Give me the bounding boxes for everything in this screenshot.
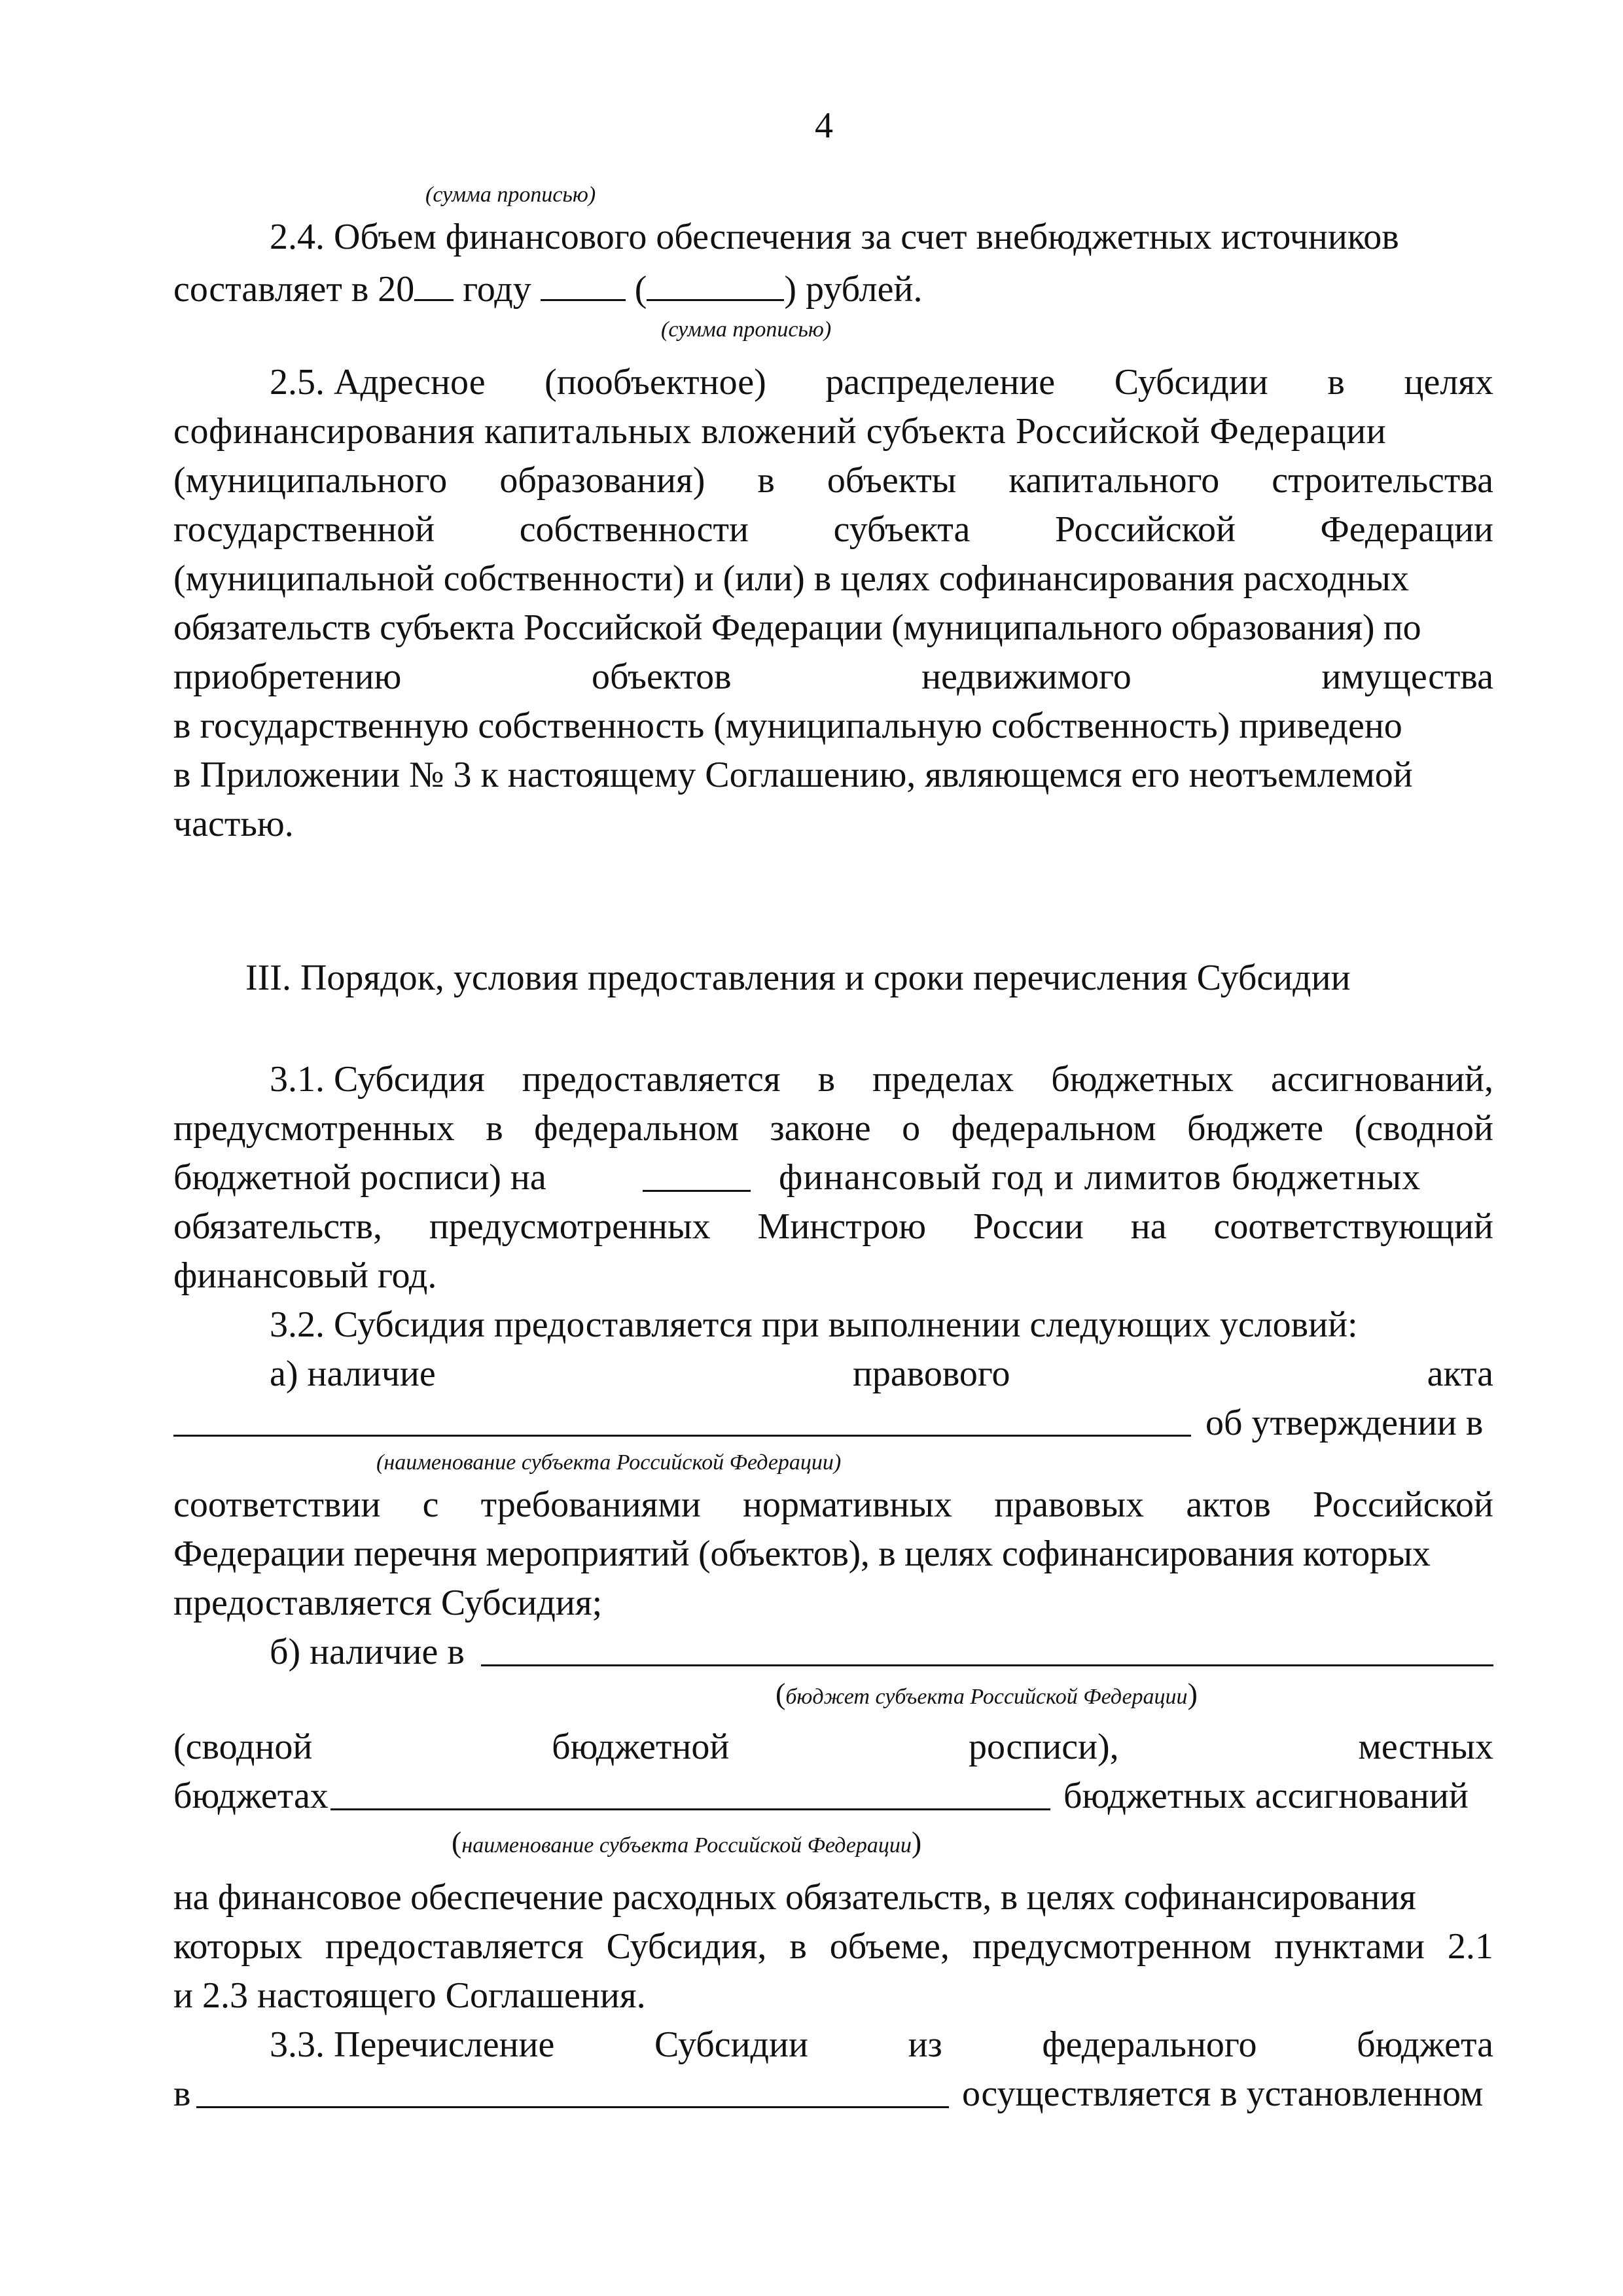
p2-5-line6: обязательств субъекта Российской Федерации (муниципального образования) по xyxy=(173,607,1421,648)
word: федеральном xyxy=(951,1108,1156,1149)
p3-2-b-line: б) наличие в xyxy=(270,1632,465,1672)
word: целях xyxy=(1404,362,1493,403)
word: федеральном xyxy=(534,1108,740,1149)
p3-2-line8-a: бюджетах xyxy=(173,1776,329,1816)
p2-5-line8: в государственную собственность (муниципальную собственность) приведено xyxy=(173,706,1402,746)
word: соответствии xyxy=(173,1484,381,1525)
p3-3-line1 xyxy=(270,2024,1493,2066)
p3-2-line3 xyxy=(173,1484,1493,1526)
word: ассигнований, xyxy=(1271,1059,1493,1100)
word: федерального xyxy=(1042,2024,1257,2065)
blank-fiscal-year xyxy=(643,1190,751,1192)
word: в xyxy=(789,1926,807,1967)
p3-2-line9: на финансовое обеспечение расходных обязательств, в целях софинансирования xyxy=(173,1877,1416,1918)
word: распределение xyxy=(825,362,1056,403)
p3-1-line2 xyxy=(173,1107,1493,1149)
word: законе xyxy=(770,1108,871,1149)
section-3-title: III. Порядок, условия предоставления и сроки перечисления Субсидии xyxy=(245,958,1351,998)
word: правовых xyxy=(994,1484,1145,1525)
word: предусмотренном xyxy=(972,1926,1252,1967)
word: правового xyxy=(852,1354,1010,1394)
word: собственности xyxy=(519,509,749,550)
caption-paren-open: ( xyxy=(452,1825,462,1859)
p2-5-line1 xyxy=(270,361,1493,403)
word: предоставляется xyxy=(325,1926,584,1967)
word: местных xyxy=(1358,1727,1493,1767)
word: 3.1. Субсидия xyxy=(270,1059,485,1100)
word: бюджете xyxy=(1187,1108,1324,1149)
word: нормативных xyxy=(742,1484,953,1525)
word: с xyxy=(422,1484,439,1525)
p3-2-line7 xyxy=(173,1726,1493,1768)
word: приобретению xyxy=(173,656,402,697)
word: (пообъектное) xyxy=(544,362,766,403)
blank-amount-words xyxy=(647,265,784,301)
word: предусмотренных xyxy=(173,1108,455,1149)
p3-2-a-line2-tail: об утверждении в xyxy=(1205,1403,1484,1443)
word: России xyxy=(973,1206,1084,1247)
word: которых xyxy=(173,1926,302,1967)
caption-paren-close: ) xyxy=(911,1825,922,1859)
caption-sum-in-words-2: (сумма прописью) xyxy=(661,317,832,342)
p2-4-text-d: ) рублей. xyxy=(784,269,923,310)
word: обязательств, xyxy=(173,1206,382,1247)
p2-4-line2 xyxy=(173,265,922,310)
word: Субсидии xyxy=(654,2024,808,2065)
blank-recipient xyxy=(196,2106,949,2108)
word: объектов xyxy=(591,656,732,697)
word: Субсидия, xyxy=(606,1926,767,1967)
p2-4-text-b: году xyxy=(454,269,541,310)
caption-budget-subject-text: бюджет субъекта Российской Федерации xyxy=(785,1685,1188,1709)
page-number: 4 xyxy=(815,105,833,146)
word: в xyxy=(817,1059,836,1100)
p2-5-line2: софинансирования капитальных вложений субъекта Российской Федерации xyxy=(173,411,1387,452)
word: актов xyxy=(1186,1484,1271,1525)
word: (сводной xyxy=(1354,1108,1493,1149)
caption-budget-subject xyxy=(776,1677,1198,1710)
p3-2-line10 xyxy=(173,1926,1493,1967)
p3-1-line3-a: бюджетной росписи) на xyxy=(173,1157,546,1198)
word: росписи), xyxy=(969,1727,1119,1767)
p3-2-line5: предоставляется Субсидия; xyxy=(173,1583,603,1623)
caption-subject-name-2 xyxy=(452,1825,922,1859)
word: о xyxy=(902,1108,921,1149)
p3-2-line8-b: бюджетных ассигнований xyxy=(1063,1776,1469,1816)
p3-2-line4: Федерации перечня мероприятий (объектов), в целях софинансирования которых xyxy=(173,1534,1431,1574)
blank-budget-subject xyxy=(481,1664,1493,1666)
p2-5-line3 xyxy=(173,459,1493,501)
word: 2.5. Адресное xyxy=(270,362,486,403)
word: бюджета xyxy=(1357,2024,1493,2065)
caption-subject-name-1: (наименование субъекта Российской Федерации) xyxy=(376,1450,842,1475)
p2-4-text-a: составляет в 20 xyxy=(173,269,415,310)
p3-1-line3-b: финансовый год и лимитов бюджетных xyxy=(779,1157,1421,1198)
word: (сводной xyxy=(173,1727,313,1767)
p3-1-line1 xyxy=(270,1058,1493,1100)
word: Минстрою xyxy=(757,1206,927,1247)
p2-5-line4 xyxy=(173,509,1493,550)
word: Федерации xyxy=(1320,509,1493,550)
word: субъекта xyxy=(833,509,971,550)
p2-5-line10: частью. xyxy=(173,804,294,844)
word: Субсидии xyxy=(1114,362,1268,403)
word: строительства xyxy=(1272,460,1493,501)
word: имущества xyxy=(1321,656,1493,697)
word: Российской xyxy=(1054,509,1236,550)
word: капитального xyxy=(1008,460,1220,501)
p3-3-line2-b: осуществляется в установленном xyxy=(962,2073,1484,2114)
word: 3.3. Перечисление xyxy=(270,2024,555,2065)
word: (муниципального xyxy=(173,460,448,501)
word: а) наличие xyxy=(270,1354,436,1394)
word: предусмотренных xyxy=(429,1206,711,1247)
word: на xyxy=(1130,1206,1167,1247)
p2-4-text-c: ( xyxy=(625,269,647,310)
p2-5-line7 xyxy=(173,656,1493,698)
p2-5-line9: в Приложении № 3 к настоящему Соглашению, являющемся его неотъемлемой xyxy=(173,755,1413,795)
blank-subject-name-2 xyxy=(330,1808,1050,1810)
word: из xyxy=(908,2024,942,2065)
word: требованиями xyxy=(480,1484,701,1525)
p3-2-line11: и 2.3 настоящего Соглашения. xyxy=(173,1975,646,2016)
blank-subject-name-1 xyxy=(173,1435,1191,1437)
word: пунктами xyxy=(1274,1926,1425,1967)
p2-5-line5: (муниципальной собственности) и (или) в целях софинансирования расходных xyxy=(173,558,1410,599)
word: государственной xyxy=(173,509,435,550)
blank-year xyxy=(414,265,454,301)
caption-subject-name-2-text: наименование субъекта Российской Федерации xyxy=(461,1833,912,1857)
word: акта xyxy=(1427,1354,1493,1394)
word: бюджетной xyxy=(552,1727,730,1767)
word: в xyxy=(486,1108,503,1149)
p3-2-line1: 3.2. Субсидия предоставляется при выполнении следующих условий: xyxy=(270,1304,1358,1345)
p3-2-a-line xyxy=(270,1353,1493,1395)
word: в xyxy=(1327,362,1345,403)
p3-3-line2-a: в xyxy=(173,2073,191,2114)
blank-amount xyxy=(541,265,626,301)
word: бюджетных xyxy=(1051,1059,1234,1100)
word: пределах xyxy=(872,1059,1014,1100)
caption-paren-open: ( xyxy=(776,1677,786,1710)
caption-paren-close: ) xyxy=(1187,1677,1198,1710)
word: объеме, xyxy=(829,1926,950,1967)
word: недвижимого xyxy=(921,656,1132,697)
word: объекты xyxy=(827,460,957,501)
caption-sum-in-words: (сумма прописью) xyxy=(425,183,596,207)
p3-1-line4 xyxy=(173,1206,1493,1247)
word: 2.1 xyxy=(1447,1926,1493,1967)
word: Российской xyxy=(1313,1484,1493,1525)
word: образования) xyxy=(499,460,705,501)
word: предоставляется xyxy=(522,1059,781,1100)
word: соответствующий xyxy=(1213,1206,1493,1247)
p2-4-line1: 2.4. Объем финансового обеспечения за счет внебюджетных источников xyxy=(270,217,1399,257)
p3-1-line5: финансовый год. xyxy=(173,1255,437,1296)
word: в xyxy=(757,460,775,501)
